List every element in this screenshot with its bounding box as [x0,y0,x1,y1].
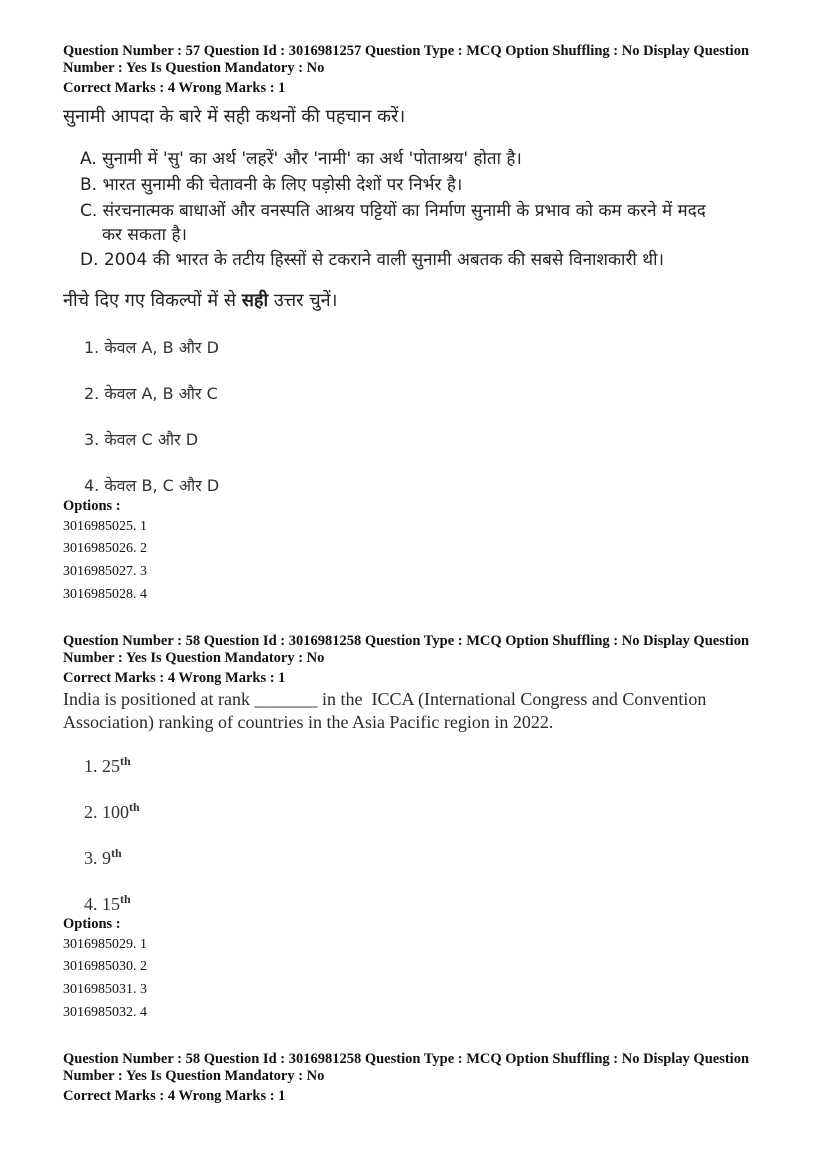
choice-2: 2. केवल A, B और C [84,384,218,403]
choice-4: 4. केवल B, C और D [84,476,220,495]
question-58-stem [63,688,783,734]
choice-1 [84,754,131,777]
question-57-header [63,43,783,97]
choice-number: 3. 9 [84,848,111,868]
option-id-4: 3016985032. 4 [63,1005,147,1020]
option-id-3: 3016985031. 3 [63,982,147,997]
choice-2 [84,800,140,823]
choice-number: 2. 100 [84,802,129,822]
option-id-1: 3016985025. 1 [63,519,147,534]
instruction-text: नीचे दिए गए विकल्पों में से [63,290,242,311]
option-id-3: 3016985027. 3 [63,564,147,579]
ordinal-suffix: th [111,846,122,860]
choice-number: 1. 25 [84,756,120,776]
stem-line-2: Association) ranking of countries in the Asia Pacific region in 2022. [63,712,554,732]
question-58-header [63,633,783,687]
options-heading: Options : [63,498,121,514]
options-heading: Options : [63,916,121,932]
statement-d: D. 2004 की भारत के तटीय हिस्सों से टकराने वाली सुनामी अबतक की सबसे विनाशकारी थी। [80,250,664,270]
choice-3 [84,846,122,869]
question-meta-line-1: Question Number : 58 Question Id : 3016981258 Question Type : MCQ Option Shuffling : No Display Question [63,633,750,649]
question-57-instruction [63,290,337,312]
option-id-2: 3016985030. 2 [63,959,147,974]
question-meta-line-1: Question Number : 57 Question Id : 3016981257 Question Type : MCQ Option Shuffling : No Display Question [63,43,750,59]
question-meta-line-1: Question Number : 58 Question Id : 3016981258 Question Type : MCQ Option Shuffling : No Display Question [63,1051,750,1067]
question-meta-line-2: Number : Yes Is Question Mandatory : No [63,1067,325,1084]
question-57-stem: सुनामी आपदा के बारे में सही कथनों की पहचान करें। [63,106,406,127]
ordinal-suffix: th [120,754,131,768]
question-meta-line-2: Number : Yes Is Question Mandatory : No [63,649,325,666]
statement-b: B. भारत सुनामी की चेतावनी के लिए पड़ोसी देशों पर निर्भर है। [80,175,463,195]
marks-line: Correct Marks : 4 Wrong Marks : 1 [63,1088,286,1104]
ordinal-suffix: th [120,892,131,906]
instruction-text-end: उत्तर चुनें। [268,290,338,311]
option-id-1: 3016985029. 1 [63,937,147,952]
marks-line: Correct Marks : 4 Wrong Marks : 1 [63,80,286,96]
instruction-emphasis: सही [241,290,269,311]
statement-a: A. सुनामी में 'सु' का अर्थ 'लहरें' और 'नामी' का अर्थ 'पोताश्रय' होता है। [80,149,522,169]
choice-1: 1. केवल A, B और D [84,338,219,357]
choice-number: 4. 15 [84,894,120,914]
stem-line-1: India is positioned at rank _______ in the ICCA (International Congress and Convention [63,689,707,709]
question-meta-line-2: Number : Yes Is Question Mandatory : No [63,59,325,76]
option-id-4: 3016985028. 4 [63,587,147,602]
marks-line: Correct Marks : 4 Wrong Marks : 1 [63,670,286,686]
option-id-2: 3016985026. 2 [63,541,147,556]
question-58-repeat-header [63,1051,783,1105]
choice-4 [84,892,131,915]
statement-c-continued: कर सकता है। [102,225,187,245]
choice-3: 3. केवल C और D [84,430,199,449]
ordinal-suffix: th [129,800,140,814]
statement-c: C. संरचनात्मक बाधाओं और वनस्पति आश्रय पट्टियों का निर्माण सुनामी के प्रभाव को कम करने में मदद [80,201,706,221]
